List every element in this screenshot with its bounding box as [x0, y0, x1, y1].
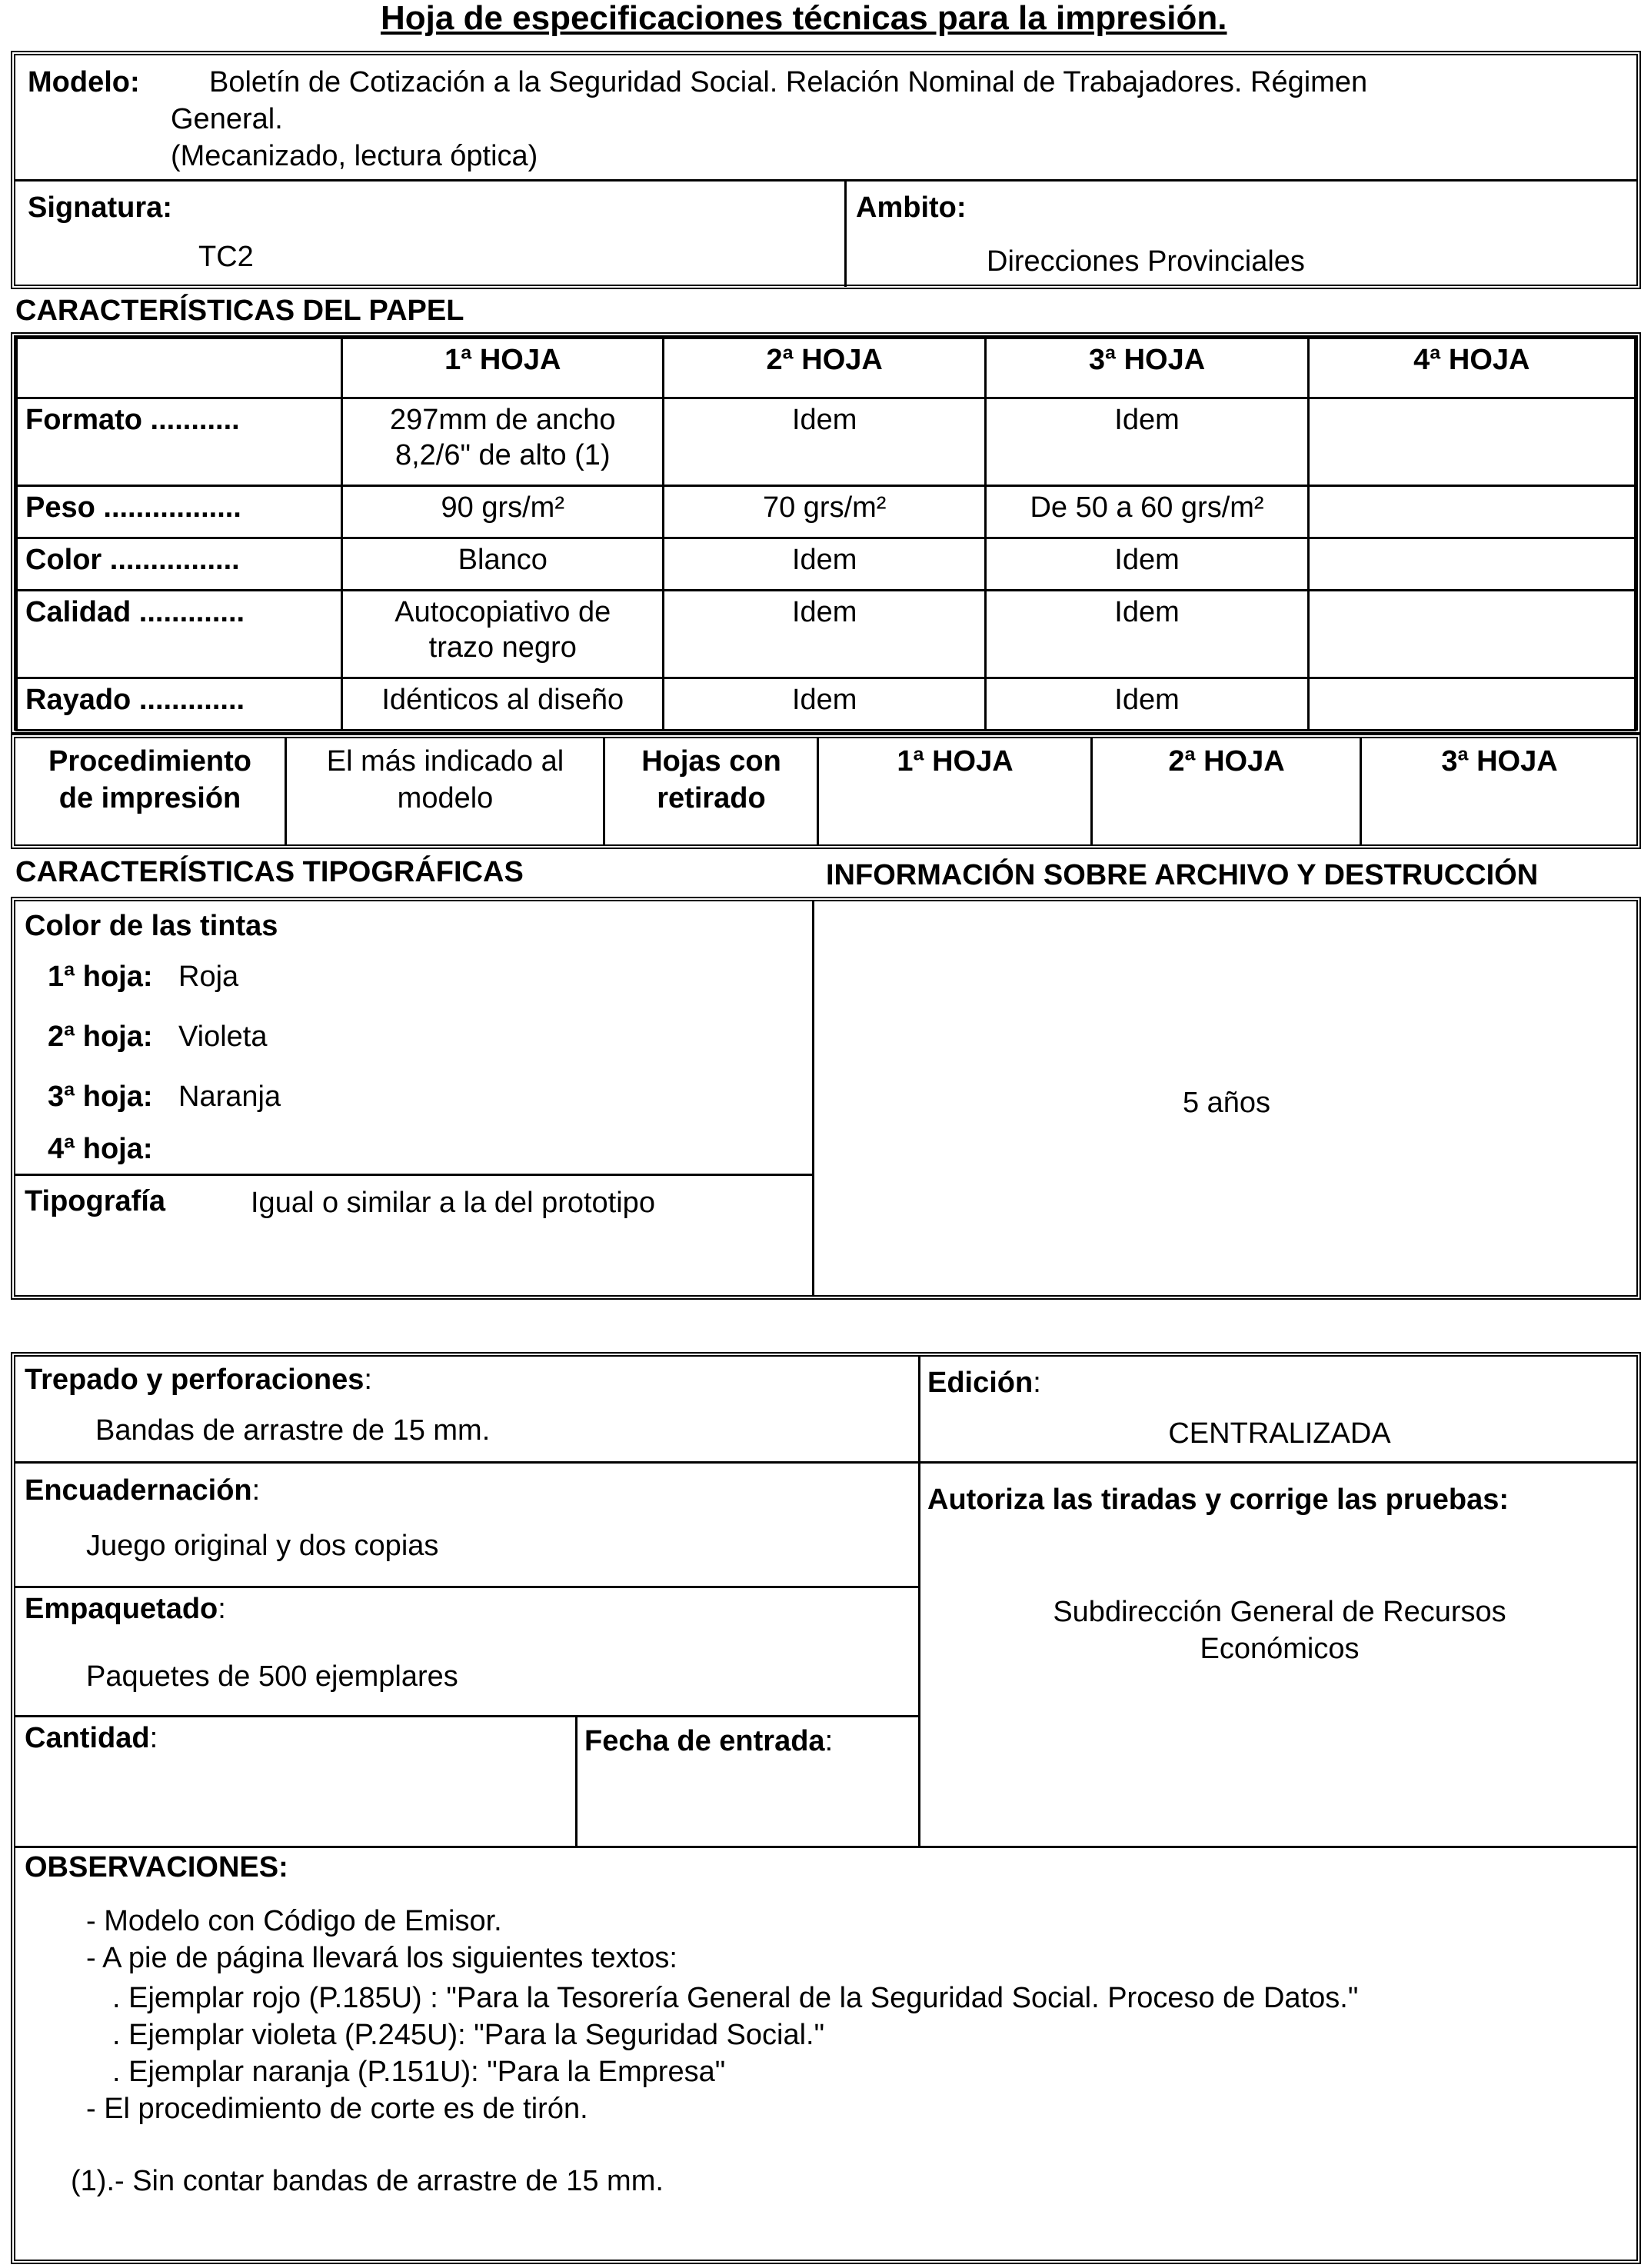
signatura-label: Signatura:	[28, 191, 172, 224]
row-label-peso: Peso .................	[17, 486, 342, 538]
row-label-color: Color ................	[17, 538, 342, 591]
hoja-3-value: Naranja	[178, 1081, 281, 1113]
table-cell: Idem	[664, 591, 986, 678]
tipografia-label: Tipografía	[25, 1185, 165, 1217]
section-tipograficas: CARACTERÍSTICAS TIPOGRÁFICAS	[15, 856, 524, 888]
retirado-hoja-2: 2ª HOJA	[1168, 745, 1285, 778]
modelo-line3: (Mecanizado, lectura óptica)	[171, 140, 538, 172]
observacion-line: - A pie de página llevará los siguientes textos:	[86, 1942, 677, 1974]
observacion-line: . Ejemplar naranja (P.151U): "Para la Empresa"	[112, 2056, 726, 2088]
table-cell: Blanco	[342, 538, 664, 591]
table-cell: Idem	[986, 591, 1308, 678]
cell-line: trazo negro	[428, 631, 577, 664]
retirado-hoja-1: 1ª HOJA	[897, 745, 1014, 778]
row-label-formato: Formato ...........	[17, 398, 342, 486]
encuadernacion-label-row: Encuadernación:	[25, 1474, 261, 1507]
ambito-label: Ambito:	[856, 191, 967, 224]
signatura-value: TC2	[198, 241, 254, 273]
retirado-hoja-3: 3ª HOJA	[1441, 745, 1558, 778]
empaquetado-value: Paquetes de 500 ejemplares	[86, 1660, 458, 1693]
divider	[603, 738, 605, 844]
table-cell	[342, 398, 664, 486]
hoja-4-label: 4ª hoja:	[48, 1133, 153, 1165]
modelo-line2: General.	[171, 103, 283, 135]
divider	[15, 1461, 1636, 1464]
row-label-calidad: Calidad .............	[17, 591, 342, 678]
modelo-line1: Boletín de Cotización a la Seguridad Social. Relación Nominal de Trabajadores. Régimen	[209, 66, 1368, 98]
retirado-label-1: Hojas con	[641, 745, 781, 778]
page-title: Hoja de especificaciones técnicas para la impresión.	[381, 0, 1227, 37]
divider	[812, 901, 814, 1295]
tipografia-value: Igual o similar a la del prototipo	[251, 1187, 655, 1219]
table-cell	[1308, 486, 1635, 538]
autoriza-value	[923, 1594, 1636, 1667]
empaquetado-label-row: Empaquetado:	[25, 1593, 226, 1625]
trepado-value: Bandas de arrastre de 15 mm.	[95, 1414, 491, 1447]
table-cell: De 50 a 60 grs/m²	[986, 486, 1308, 538]
procedimiento-value	[288, 743, 603, 817]
divider	[817, 738, 819, 844]
table-cell: Idem	[664, 398, 986, 486]
autoriza-value-1: Subdirección General de Recursos	[1053, 1596, 1506, 1628]
trepado-label-row: Trepado y perforaciones:	[25, 1364, 372, 1396]
cell-line: 297mm de ancho	[389, 404, 616, 436]
table-cell: Idem	[986, 538, 1308, 591]
encuadernacion-value: Juego original y dos copias	[86, 1530, 439, 1562]
modelo-label: Modelo:	[28, 66, 140, 98]
retirado-label-2: retirado	[657, 782, 766, 814]
autoriza-label: Autoriza las tiradas y corrige las pruebas:	[927, 1484, 1510, 1516]
divider	[15, 1715, 918, 1717]
header-cell-empty	[17, 338, 342, 398]
observacion-line: . Ejemplar rojo (P.185U) : "Para la Tesorería General de la Seguridad Social. Proceso de Datos."	[112, 1982, 1359, 2014]
divider	[844, 179, 847, 287]
fecha-label-row: Fecha de entrada:	[584, 1725, 834, 1757]
retirado-label	[606, 743, 817, 817]
hoja-1-label: 1ª hoja:	[48, 961, 153, 993]
edicion-label-row: Edición:	[927, 1367, 1041, 1399]
procedimiento-label	[15, 743, 285, 817]
procedimiento-label-2: de impresión	[58, 782, 241, 814]
papel-table	[15, 337, 1636, 731]
table-cell: 90 grs/m²	[342, 486, 664, 538]
row-label-rayado: Rayado .............	[17, 678, 342, 731]
divider	[15, 1846, 1636, 1848]
header-hoja-1: 1ª HOJA	[342, 338, 664, 398]
header-hoja-3: 3ª HOJA	[986, 338, 1308, 398]
observaciones-label: OBSERVACIONES:	[25, 1851, 288, 1883]
table-cell	[1308, 591, 1635, 678]
cantidad-label-row: Cantidad:	[25, 1722, 158, 1754]
table-cell	[1308, 398, 1635, 486]
archivo-value: 5 años	[1182, 1087, 1271, 1119]
divider	[15, 179, 1636, 182]
table-cell: 70 grs/m²	[664, 486, 986, 538]
divider	[1090, 738, 1093, 844]
fecha-label: Fecha de entrada	[584, 1725, 825, 1757]
color-tintas-label: Color de las tintas	[25, 910, 278, 942]
divider	[285, 738, 287, 844]
table-cell: Idénticos al diseño	[342, 678, 664, 731]
hoja-2-value: Violeta	[178, 1021, 268, 1053]
table-cell	[342, 591, 664, 678]
cell-line: 8,2/6" de alto (1)	[394, 439, 611, 471]
trepado-label: Trepado y perforaciones	[25, 1364, 364, 1396]
section-archivo: INFORMACIÓN SOBRE ARCHIVO Y DESTRUCCIÓN	[826, 859, 1539, 891]
divider	[1360, 738, 1362, 844]
edicion-label: Edición	[927, 1367, 1034, 1399]
observacion-line: - El procedimiento de corte es de tirón.	[86, 2093, 588, 2125]
table-cell: Idem	[664, 538, 986, 591]
cantidad-label: Cantidad	[25, 1722, 150, 1754]
table-cell	[1308, 678, 1635, 731]
observacion-line: . Ejemplar violeta (P.245U): "Para la Seguridad Social."	[112, 2019, 825, 2051]
section-papel: CARACTERÍSTICAS DEL PAPEL	[15, 295, 464, 327]
empaquetado-label: Empaquetado	[25, 1593, 218, 1625]
header-hoja-2: 2ª HOJA	[664, 338, 986, 398]
ambito-value: Direcciones Provinciales	[987, 245, 1305, 278]
procedimiento-value-2: modelo	[397, 782, 494, 814]
hoja-2-label: 2ª hoja:	[48, 1021, 153, 1053]
divider	[15, 1174, 812, 1176]
procedimiento-value-1: El más indicado al	[326, 745, 564, 778]
procedimiento-label-1: Procedimiento	[48, 745, 251, 778]
cell-line: Autocopiativo de	[394, 596, 611, 628]
table-cell: Idem	[986, 678, 1308, 731]
table-cell	[1308, 538, 1635, 591]
observacion-line: - Modelo con Código de Emisor.	[86, 1905, 502, 1937]
divider	[575, 1715, 578, 1846]
hoja-3-label: 3ª hoja:	[48, 1081, 153, 1113]
divider	[918, 1357, 920, 1846]
edicion-value: CENTRALIZADA	[1168, 1417, 1391, 1450]
divider	[15, 1586, 918, 1588]
hoja-1-value: Roja	[178, 961, 239, 993]
table-cell: Idem	[664, 678, 986, 731]
header-hoja-4: 4ª HOJA	[1308, 338, 1635, 398]
encuadernacion-label: Encuadernación	[25, 1474, 252, 1507]
autoriza-value-2: Económicos	[1200, 1633, 1360, 1665]
observacion-line: (1).- Sin contar bandas de arrastre de 15 mm.	[71, 2165, 664, 2197]
table-cell: Idem	[986, 398, 1308, 486]
